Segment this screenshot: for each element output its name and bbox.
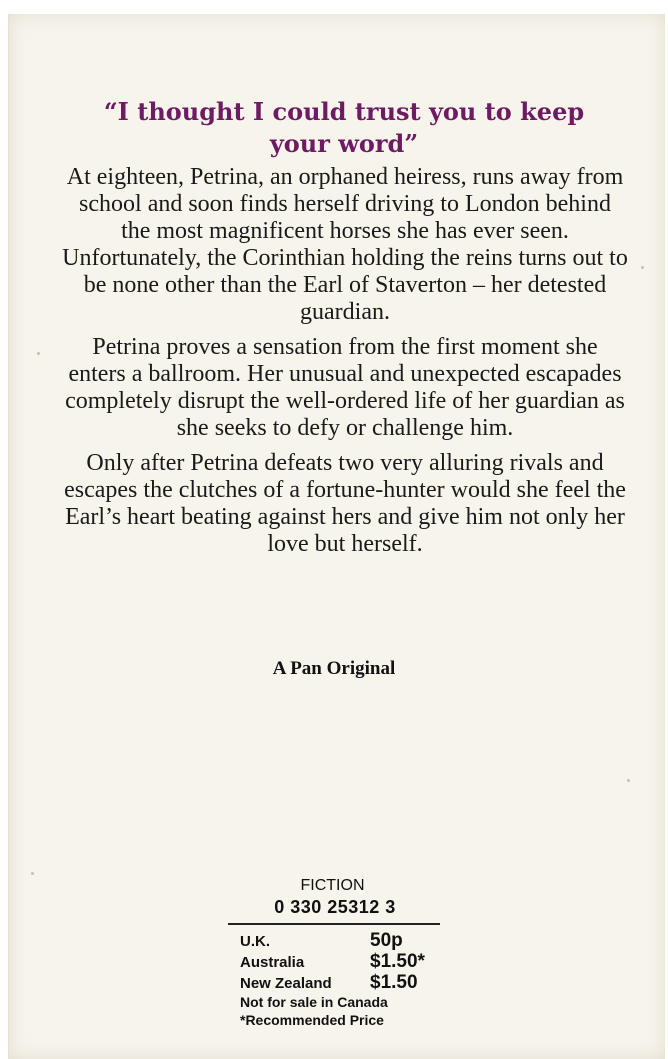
price-amount: $1.50: [370, 972, 418, 993]
blurb-paragraph: At eighteen, Petrina, an orphaned heiress, runs away from school and soon finds herself driving to London behind the most magnificent horses she has ever seen. Unfortunately, the Corinthian holding the reins turns out to be none other than the Earl of Staverton – her detested guardian.: [62, 164, 628, 325]
paper-speck: [641, 266, 644, 269]
quote-line-2: your word”: [269, 129, 419, 158]
price-block: [240, 930, 440, 1029]
price-amount: 50p: [370, 930, 403, 951]
divider: [228, 923, 440, 925]
sale-restriction-note: Not for sale in Canada: [240, 994, 388, 1010]
recommended-price-note: *Recommended Price: [240, 1012, 384, 1028]
category-label: FICTION: [300, 877, 365, 894]
price-row: [240, 972, 440, 993]
price-region: Australia: [240, 954, 305, 971]
cover-quote: [64, 96, 624, 160]
price-row: [240, 930, 440, 951]
publisher-imprint: A Pan Original: [272, 658, 396, 679]
paper-speck: [627, 779, 630, 782]
quote-line-1: “I thought I could trust you to keep: [103, 97, 585, 126]
blurb-paragraph: Only after Petrina defeats two very alluring rivals and escapes the clutches of a fortune-hunter would she feel the Earl’s heart beating against hers and give him not only her love but herself.: [64, 450, 626, 557]
paper-speck: [31, 872, 34, 875]
price-row: [240, 951, 440, 972]
price-amount: $1.50*: [370, 951, 425, 972]
isbn: 0 330 25312 3: [274, 897, 396, 917]
price-region: U.K.: [240, 933, 270, 950]
blurb: [62, 164, 628, 566]
paper-speck: [37, 352, 40, 355]
price-region: New Zealand: [240, 975, 332, 992]
blurb-paragraph: Petrina proves a sensation from the first moment she enters a ballroom. Her unusual and unexpected escapades completely disrupt the well-ordered life of her guardian as she seeks to defy or challenge him.: [65, 334, 625, 441]
